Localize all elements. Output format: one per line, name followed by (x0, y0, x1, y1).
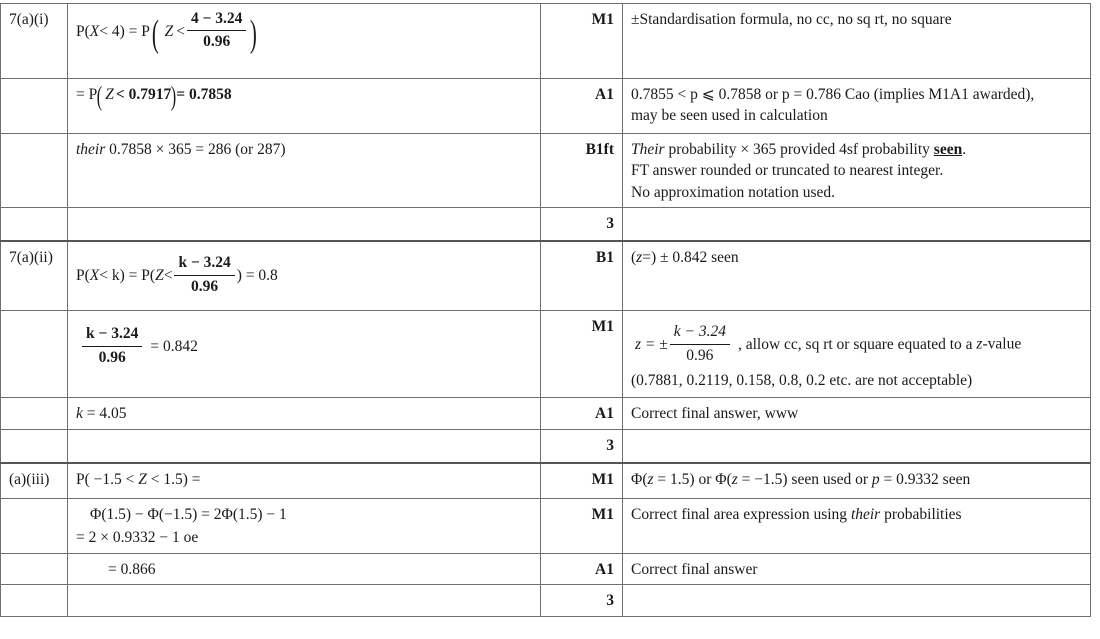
fraction-standardisation (187, 9, 246, 53)
note-line (631, 505, 1082, 525)
symbol-z: z (731, 470, 738, 488)
word-their: their (76, 141, 106, 158)
note-line: 0.7855 < p ⩽ 0.7858 or p = 0.786 Cao (implies M1A1 awarded), (631, 86, 1035, 103)
formula-prefix: = P (76, 86, 98, 103)
mark-cell-m1: M1 (541, 4, 623, 79)
formula-frac-equals (76, 325, 198, 369)
question-number-blank (1, 79, 68, 134)
z-tail: , allow cc, sq rt or square equated to a (737, 335, 977, 353)
symbol-p: p (871, 470, 880, 488)
formula-rel: < (176, 22, 185, 40)
fraction-k-minus-mean (82, 324, 142, 368)
table-row (1, 553, 1091, 584)
word-their: their (850, 505, 881, 523)
formula-var-z: Z (155, 267, 164, 285)
question-number-blank (1, 585, 68, 616)
notes-cell-a1 (623, 79, 1091, 134)
note-z-formula (631, 323, 1082, 367)
formula-rel: < 0.7917 (115, 86, 172, 103)
fraction-k-minus-mean (174, 253, 234, 297)
question-number-7aiii: (a)(iii) (1, 463, 68, 499)
note-line (631, 140, 1082, 160)
notes-cell-empty (623, 208, 1091, 242)
mark-cell-a1: A1 (541, 398, 623, 429)
working-cell-phi-expression (68, 498, 541, 553)
word-their: Their (631, 141, 665, 158)
formula-z-probability: = P ( Z < 0.7917 ) = 0.7858 (76, 81, 232, 112)
note-fragment: =) ± 0.842 seen (642, 249, 739, 267)
formula-lead2: < k) = P( (99, 267, 156, 285)
symbol-z: z (647, 470, 654, 488)
fraction-denominator: 0.96 (686, 346, 714, 364)
formula-expected-days (76, 141, 286, 158)
table-row-total (1, 208, 1091, 242)
formula-lead2: < 4) = P (99, 22, 150, 40)
formula-tail: < 1.5) = (146, 470, 201, 488)
note-fragment: = 1.5) or Φ( (653, 470, 732, 488)
formula-lead: P( (76, 267, 90, 285)
note-fragment: Φ( (631, 470, 648, 488)
notes-cell-b1 (623, 241, 1091, 311)
mark-total-3: 3 (541, 429, 623, 463)
question-number-blank (1, 398, 68, 429)
z-tail2: -value (982, 335, 1022, 353)
note-fragment: Correct final area expression using (631, 505, 851, 523)
note-fragment: probabilities (880, 505, 962, 523)
formula-rest: = 4.05 (82, 405, 127, 423)
working-cell-frac-equals (68, 311, 541, 398)
table-row (1, 311, 1091, 398)
formula-var-x: X (89, 267, 100, 285)
working-cell-empty (68, 208, 541, 242)
formula-suffix: = 0.7858 (176, 86, 232, 103)
notes-cell-b1ft (623, 134, 1091, 208)
notes-cell-empty (623, 585, 1091, 616)
fraction-denominator: 0.96 (98, 348, 126, 366)
formula-prob-range (76, 471, 201, 488)
question-number-blank (1, 498, 68, 553)
notes-cell-empty (623, 429, 1091, 463)
table-row (1, 134, 1091, 208)
fraction-numerator: k − 3.24 (82, 324, 142, 346)
formula-tail: = 0.842 (150, 338, 198, 356)
table-row (1, 463, 1091, 499)
mark-cell-b1ft: B1ft (541, 134, 623, 208)
table-row-total (1, 429, 1091, 463)
formula-var-x: X (89, 22, 100, 40)
note-line: (0.7881, 0.2119, 0.158, 0.8, 0.2 etc. are not acceptable) (631, 372, 973, 390)
note-line: may be seen used in calculation (631, 107, 828, 125)
formula-final-answer: = 0.866 (108, 560, 156, 578)
working-cell-final-answer (68, 553, 541, 584)
formula-tail: ) = 0.8 (236, 267, 278, 285)
working-cell-7aii (68, 241, 541, 311)
notes-cell-m1-z (623, 311, 1091, 398)
notes-cell-phi (623, 463, 1091, 499)
note-fragment: ( (631, 249, 637, 267)
formula-k-value (76, 405, 127, 422)
note-fragment: probability × 365 provided 4sf probability (664, 141, 934, 158)
fraction-denominator: 0.96 (203, 33, 231, 51)
table-row (1, 398, 1091, 429)
question-number-blank (1, 429, 68, 463)
note-line: No approximation notation used. (631, 183, 836, 201)
table-row (1, 79, 1091, 134)
symbol-z: z (976, 335, 983, 353)
working-cell-365 (68, 134, 541, 208)
notes-cell-m1-their (623, 498, 1091, 553)
working-cell-k-answer (68, 398, 541, 429)
formula-phi-line2: = 2 × 0.9332 − 1 oe (76, 529, 199, 547)
mark-cell-a1: A1 (541, 553, 623, 584)
note-line (631, 248, 1082, 268)
table-row (1, 241, 1091, 311)
formula-rest: 0.7858 × 365 = 286 (or 287) (105, 141, 286, 158)
formula-standardisation: P( X < 4) = P ( Z < $\frac{4 - 3.24}{0.96}$ ) (76, 10, 258, 55)
note-fragment: = 0.9332 seen (879, 470, 971, 488)
formula-var-z: Z (105, 86, 114, 103)
mark-total-3: 3 (541, 585, 623, 616)
note-line (631, 470, 1082, 490)
fraction-numerator: k − 3.24 (174, 253, 234, 275)
formula-rel: < (163, 267, 173, 285)
mark-cell-a1: A1 (541, 79, 623, 134)
formula-lead: P( (76, 22, 90, 40)
question-number-blank (1, 208, 68, 242)
note-line: ±Standardisation formula, no cc, no sq rt, no square (631, 11, 952, 28)
question-number-7aii: 7(a)(ii) (1, 241, 68, 311)
note-fragment: . (962, 141, 967, 158)
mark-scheme-table (0, 3, 1091, 617)
mark-cell-m1: M1 (541, 498, 623, 553)
fraction-numerator: 4 − 3.24 (187, 9, 246, 31)
working-cell-empty (68, 429, 541, 463)
word-seen: seen (933, 141, 963, 158)
mark-cell-b1: B1 (541, 241, 623, 311)
table-row (1, 4, 1091, 79)
question-number-blank (1, 553, 68, 584)
fraction-k-minus-mean (670, 322, 730, 366)
notes-cell-a1 (623, 553, 1091, 584)
question-number-7ai: 7(a)(i) (1, 4, 68, 79)
notes-cell-a1 (623, 398, 1091, 429)
mark-cell-m1: M1 (541, 311, 623, 398)
fraction-numerator: k − 3.24 (670, 322, 730, 344)
question-number-blank (1, 311, 68, 398)
symbol-z: z (636, 249, 643, 267)
z-lead: z = ± (635, 335, 668, 353)
mark-cell-m1: M1 (541, 463, 623, 499)
symbol-k: k (76, 405, 83, 423)
mark-total-3: 3 (541, 208, 623, 242)
table-row (1, 498, 1091, 553)
note-fragment: = −1.5) seen used or (737, 470, 872, 488)
note-line: Correct final answer, www (631, 405, 799, 423)
fraction-denominator: 0.96 (191, 277, 219, 295)
question-number-blank (1, 134, 68, 208)
working-cell-7ai (68, 4, 541, 79)
working-cell-z-value (68, 79, 541, 134)
formula-lead: P( −1.5 < (76, 470, 139, 488)
symbol-z: Z (138, 470, 147, 488)
formula-var-z: Z (164, 22, 174, 40)
working-cell-7aiii (68, 463, 541, 499)
note-line: Correct final answer (631, 560, 758, 578)
working-cell-empty (68, 585, 541, 616)
note-line: FT answer rounded or truncated to nearest integer. (631, 162, 944, 180)
table-row-total (1, 585, 1091, 616)
formula-phi-line1: Φ(1.5) − Φ(−1.5) = 2Φ(1.5) − 1 (90, 505, 287, 523)
notes-cell-7ai (623, 4, 1091, 79)
formula-pxk (76, 254, 278, 298)
